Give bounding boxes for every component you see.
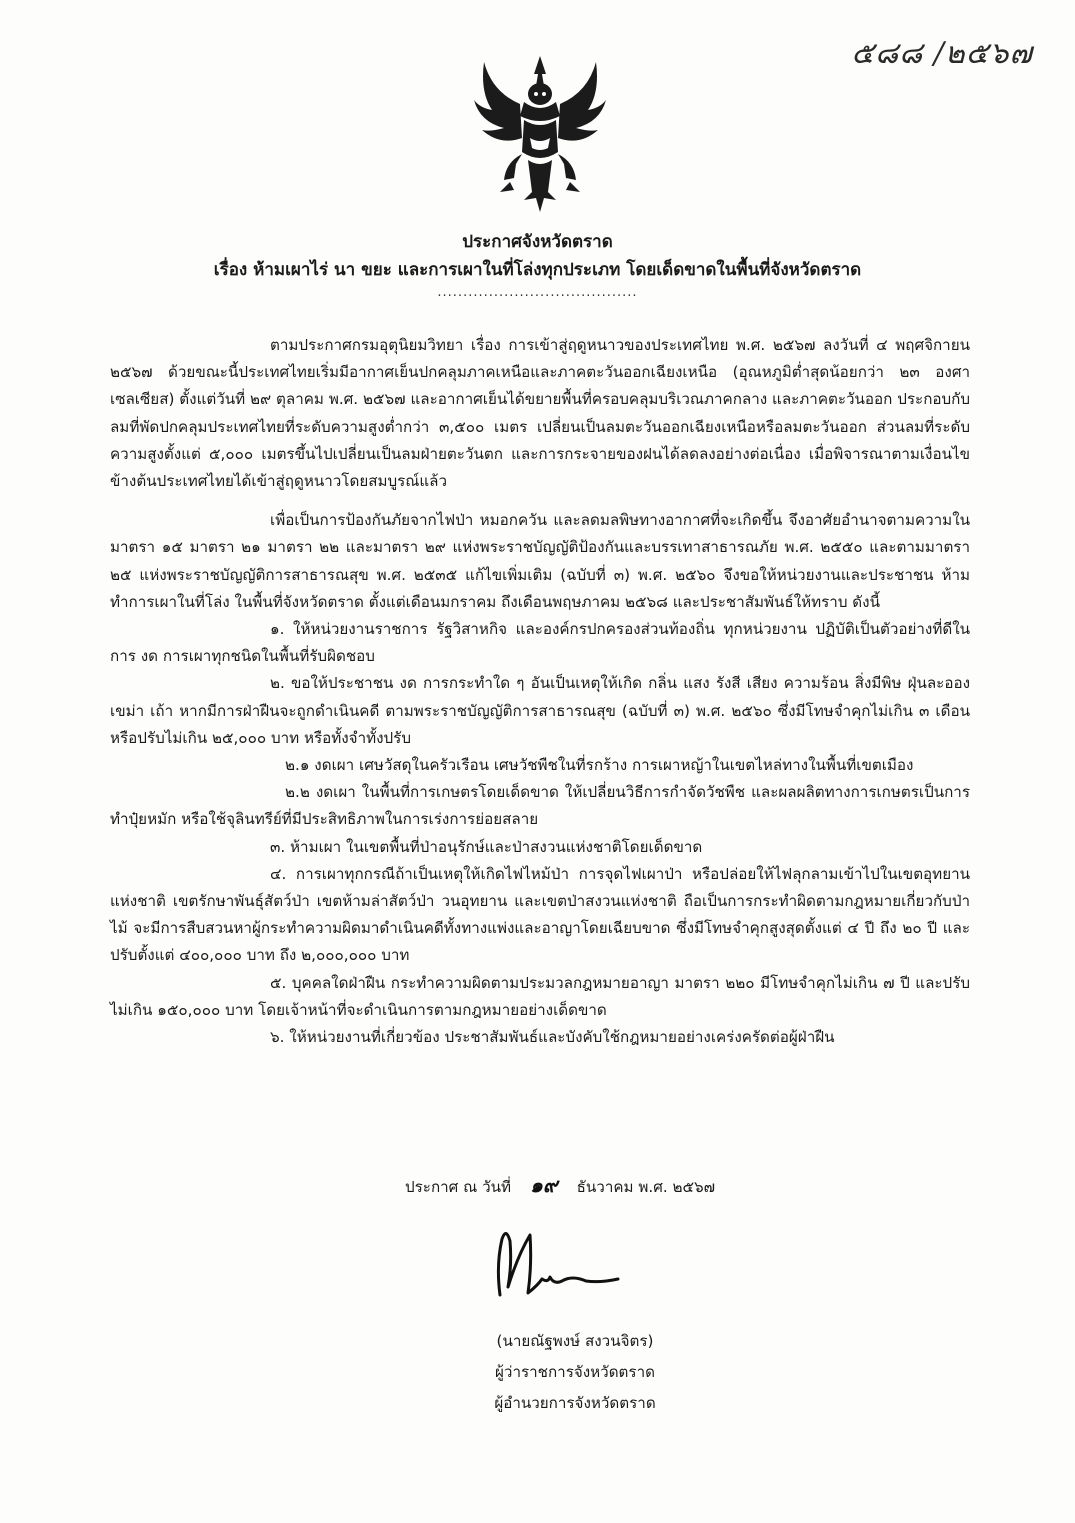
garuda-emblem-icon bbox=[470, 52, 610, 222]
date-day: ๑๙ bbox=[530, 1173, 558, 1197]
item-2-1: ๒.๑ งดเผา เศษวัสดุในครัวเรือน เศษวัชพืชในที่รกร้าง การเผาหญ้าในเขตไหล่ทางในพื้นที่เขตเมือง bbox=[285, 756, 914, 775]
announcement-body bbox=[110, 332, 970, 1051]
signer-position-governor: ผู้ว่าราชการจังหวัดตราด bbox=[495, 1363, 655, 1381]
paragraph-authority: เพื่อเป็นการป้องกันภัยจากไฟป่า หมอกควัน และลดมลพิษทางอากาศที่จะเกิดขึ้น จึงอาศัยอำนาจตามความในมาตรา ๑๕ มาตรา ๒๑ มาตรา ๒๒ และมาตรา ๒๙ แห่งพระราชบัญญัติป้องกันและบรรเทาสาธารณภัย พ.ศ. ๒๕๕๐ และตามมาตรา ๒๕ แห่งพระราชบัญญัติการสาธารณสุข พ.ศ. ๒๕๓๕ แก้ไขเพิ่มเติม (ฉบับที่ ๓) พ.ศ. ๒๕๖๐ จึงขอให้หน่วยงานและประชาชน ห้ามทำการเผาในที่โล่ง ในพื้นที่จังหวัดตราด ตั้งแต่เดือนมกราคม ถึงเดือนพฤษภาคม ๒๕๖๘ และประชาสัมพันธ์ให้ทราบ ดังนี้ bbox=[110, 511, 970, 611]
item-2-2: ๒.๒ งดเผา ในพื้นที่การเกษตรโดยเด็ดขาด ให้เปลี่ยนวิธีการกำจัดวัชพืช และผลผลิตทางการเกษตรเป็นการทำปุ๋ยหมัก หรือใช้จุลินทรีย์ที่มีประสิทธิภาพในการเร่งการย่อยสลาย bbox=[110, 783, 970, 829]
item-2: ๒. ขอให้ประชาชน งด การกระทำใด ๆ อันเป็นเหตุให้เกิด กลิ่น แสง รังสี เสียง ความร้อน สิ่งมีพิษ ฝุ่นละออง เขม่า เถ้า หากมีการฝ่าฝืนจะถูกดำเนินคดี ตามพระราชบัญญัติการสาธารณสุข (ฉบับที่ ๓) พ.ศ. ๒๕๖๐ ซึ่งมีโทษจำคุกไม่เกิน ๓ เดือน หรือปรับไม่เกิน ๒๕,๐๐๐ บาท หรือทั้งจำทั้งปรับ bbox=[110, 674, 970, 747]
item-6: ๖. ให้หน่วยงานที่เกี่ยวข้อง ประชาสัมพันธ์และบังคับใช้กฎหมายอย่างเคร่งครัดต่อผู้ฝ่าฝืน bbox=[270, 1028, 835, 1047]
item-1: ๑. ให้หน่วยงานราชการ รัฐวิสาหกิจ และองค์กรปกครองส่วนท้องถิ่น ทุกหน่วยงาน ปฏิบัติเป็นตัวอย่างที่ดีในการ งด การเผาทุกชนิดในพื้นที่รับผิดชอบ bbox=[110, 620, 970, 666]
signer-name: (นายณัฐพงษ์ สงวนจิตร) bbox=[496, 1332, 654, 1350]
signature bbox=[488, 1225, 638, 1310]
divider: ....................................... bbox=[437, 285, 638, 300]
paragraph-background: ตามประกาศกรมอุตุนิยมวิทยา เรื่อง การเข้าสู่ฤดูหนาวของประเทศไทย พ.ศ. ๒๕๖๗ ลงวันที่ ๔ พฤศจิกายน ๒๕๖๗ ด้วยขณะนี้ประเทศไทยเริ่มมีอากาศเย็นปกคลุมภาคเหนือและภาคตะวันออกเฉียงเหนือ (อุณหภูมิต่ำสุดน้อยกว่า ๒๓ องศาเซลเซียส) ตั้งแต่วันที่ ๒๙ ตุลาคม พ.ศ. ๒๕๖๗ และอากาศเย็นได้ขยายพื้นที่ครอบคลุมบริเวณภาคกลาง และภาคตะวันออก ประกอบกับลมที่พัดปกคลุมประเทศไทยที่ระดับความสูงต่ำกว่า ๓,๕๐๐ เมตร เปลี่ยนเป็นลมตะวันออกเฉียงเหนือหรือลมตะวันออก ส่วนลมที่ระดับความสูงตั้งแต่ ๕,๐๐๐ เมตรขึ้นไปเปลี่ยนเป็นลมฝ่ายตะวันตก และการกระจายของฝนได้ลดลงอย่างต่อเนื่อง เมื่อพิจารณาตามเงื่อนไขข้างต้นประเทศไทยได้เข้าสู่ฤดูหนาวโดยสมบูรณ์แล้ว bbox=[110, 336, 970, 491]
announcement-subject: เรื่อง ห้ามเผาไร่ นา ขยะ และการเผาในที่โล่งทุกประเภท โดยเด็ดขาดในพื้นที่จังหวัดตราด bbox=[213, 260, 862, 280]
item-4: ๔. การเผาทุกกรณีถ้าเป็นเหตุให้เกิดไฟไหม้ป่า การจุดไฟเผาป่า หรือปล่อยให้ไฟลุกลามเข้าไปในเขตอุทยานแห่งชาติ เขตรักษาพันธุ์สัตว์ป่า เขตห้ามล่าสัตว์ป่า วนอุทยาน และเขตป่าสงวนแห่งชาติ ถือเป็นการกระทำผิดตามกฎหมายเกี่ยวกับป่าไม้ จะมีการสืบสวนหาผู้กระทำความผิดมาดำเนินคดีทั้งทางแพ่งและอาญาโดยเฉียบขาด ซึ่งมีโทษจำคุกสูงสุดตั้งแต่ ๔ ปี ถึง ๒๐ ปี และปรับตั้งแต่ ๔๐๐,๐๐๐ บาท ถึง ๒,๐๐๐,๐๐๐ บาท bbox=[110, 864, 970, 965]
item-5: ๕. บุคคลใดฝ่าฝืน กระทำความผิดตามประมวลกฎหมายอาญา มาตรา ๒๒๐ มีโทษจำคุกไม่เกิน ๗ ปี และปรับไม่เกิน ๑๕๐,๐๐๐ บาท โดยเจ้าหน้าที่จะดำเนินการตามกฎหมายอย่างเด็ดขาด bbox=[110, 973, 970, 1019]
signer-block bbox=[470, 1326, 680, 1419]
date-suffix: ธันวาคม พ.ศ. ๒๕๖๗ bbox=[576, 1178, 716, 1196]
signer-position-director: ผู้อำนวยการจังหวัดตราด bbox=[494, 1394, 656, 1412]
document-number: ๕๘๘ /๒๕๖๗ bbox=[851, 36, 1033, 71]
header bbox=[0, 228, 1075, 302]
announcement-date bbox=[405, 1172, 715, 1201]
announcement-title: ประกาศจังหวัดตราด bbox=[462, 232, 613, 252]
date-prefix: ประกาศ ณ วันที่ bbox=[405, 1178, 511, 1196]
item-3: ๓. ห้ามเผา ในเขตพื้นที่ป่าอนุรักษ์และป่าสงวนแห่งชาติโดยเด็ดขาด bbox=[270, 837, 703, 856]
